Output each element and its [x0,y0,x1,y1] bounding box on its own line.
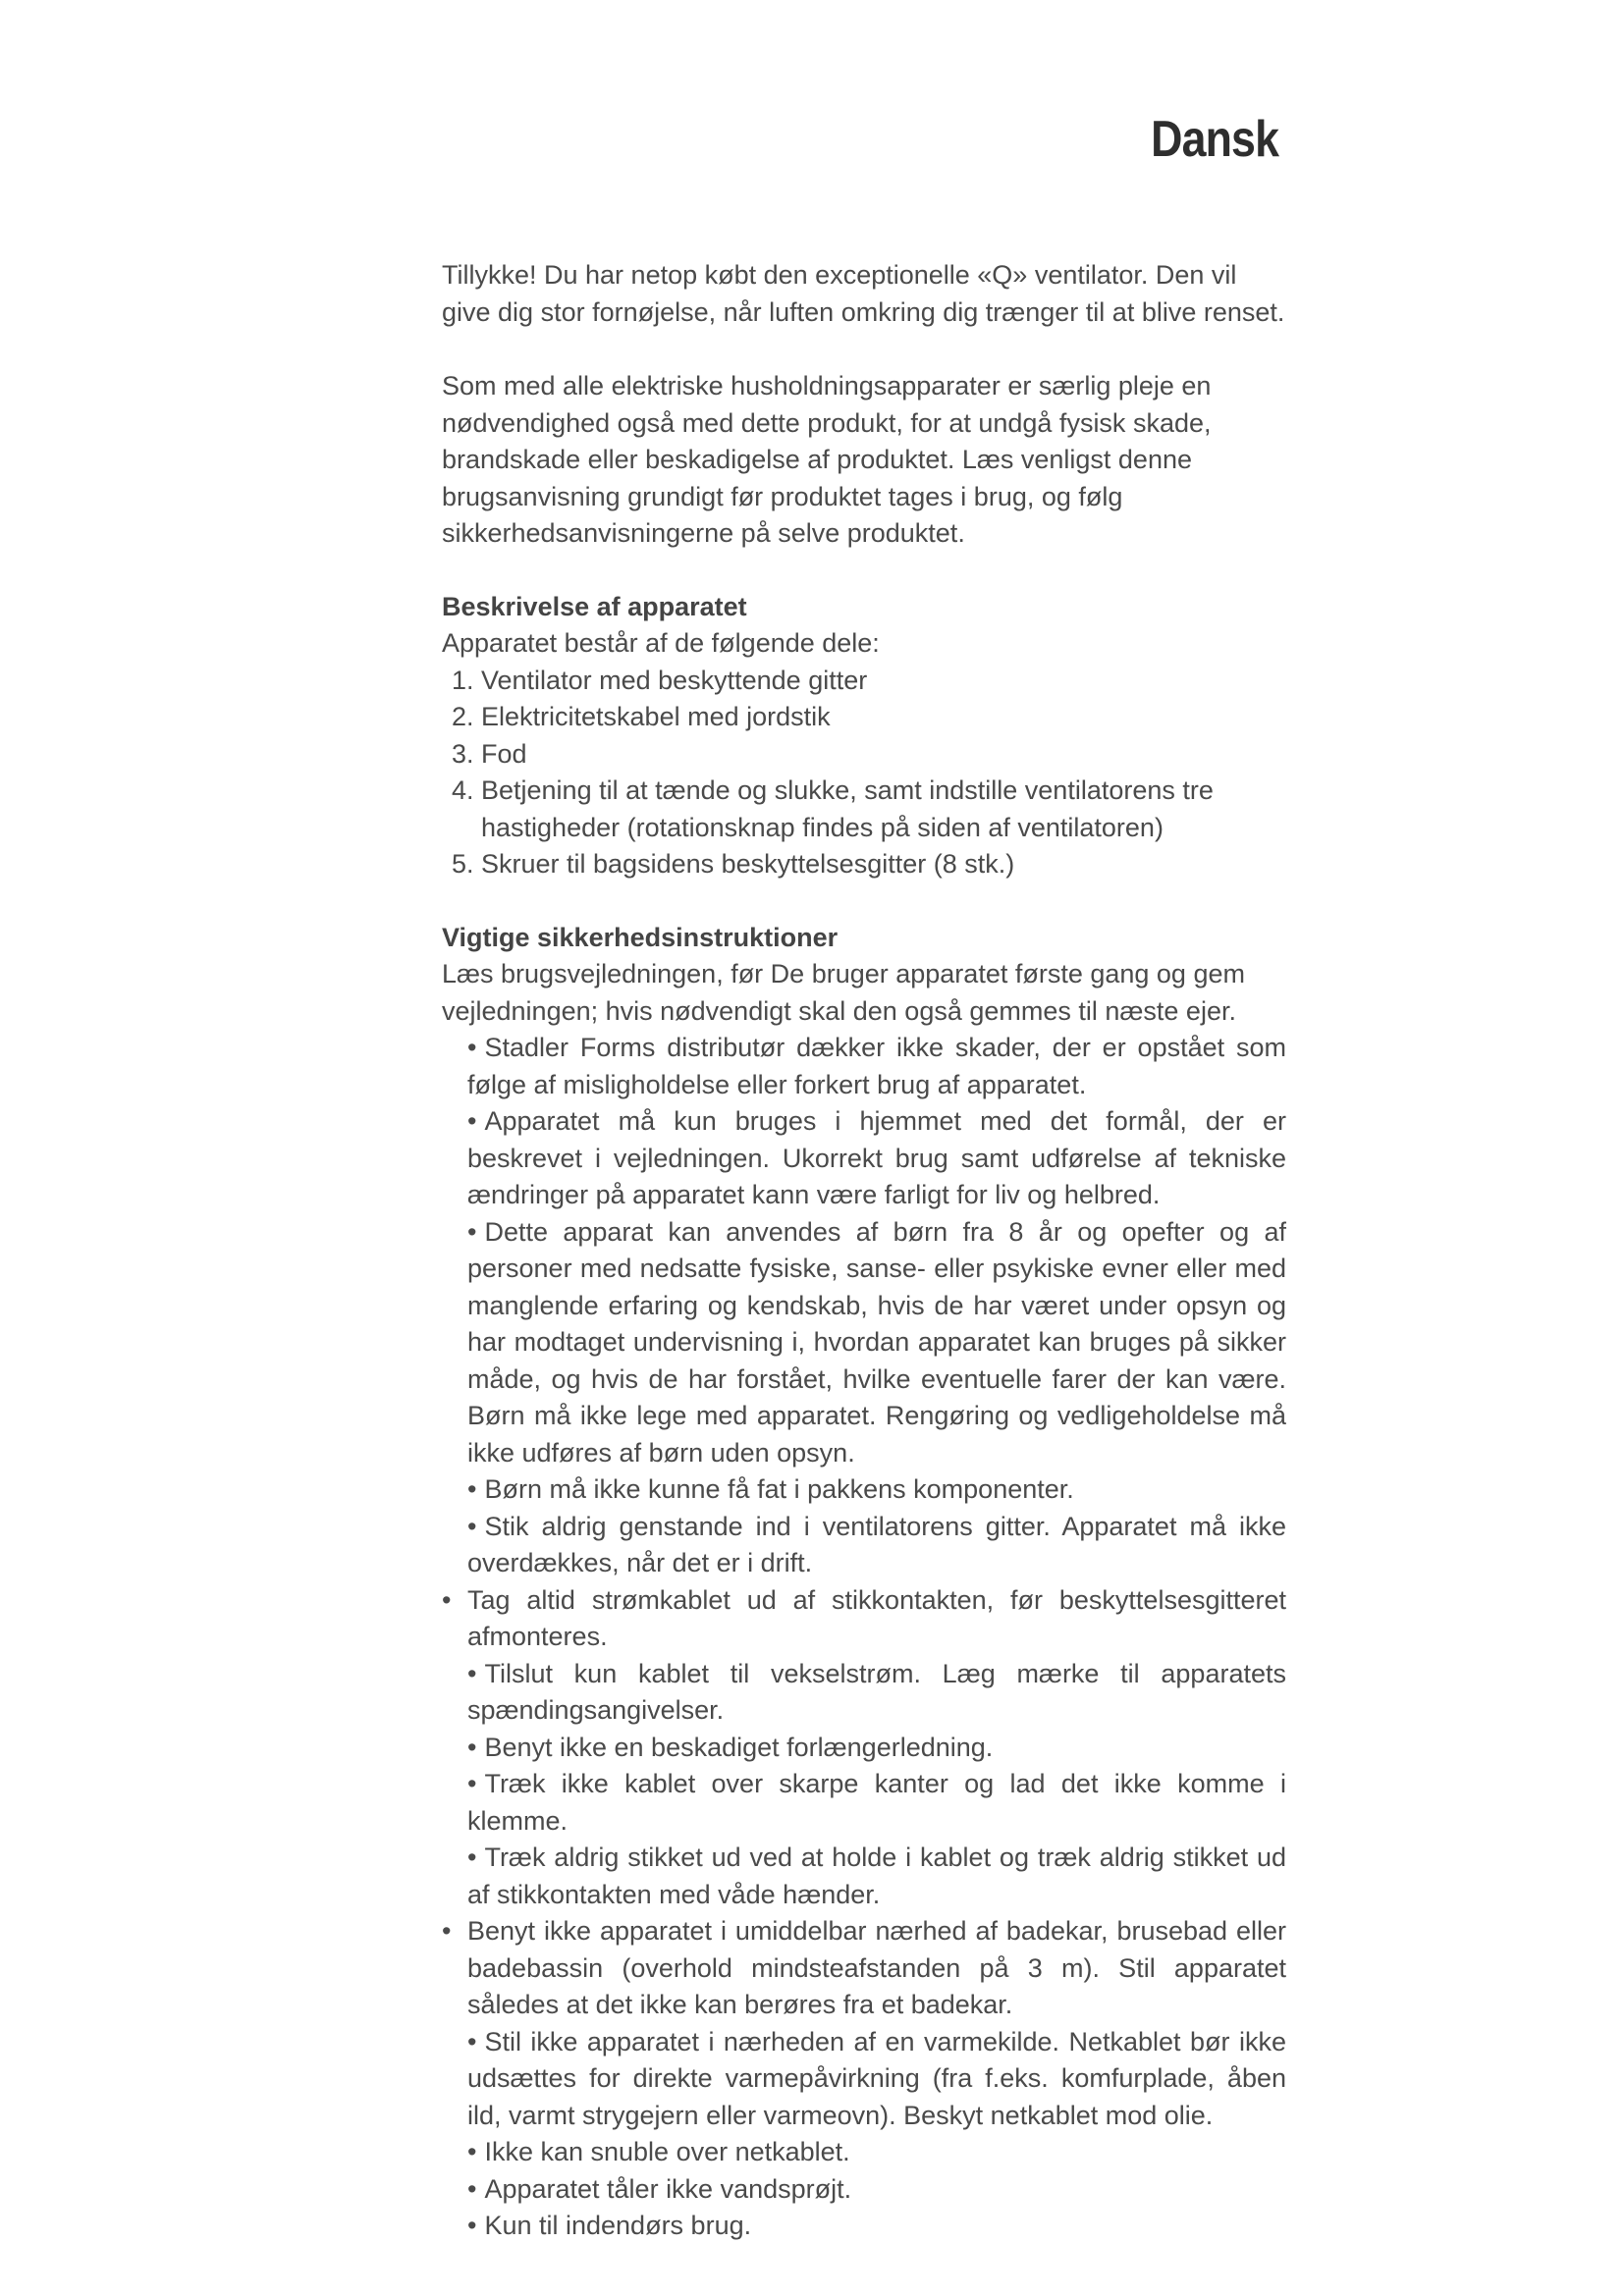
bullet-icon: • [467,1106,477,1136]
safety-item-text: Kun til indendørs brug. [484,2211,752,2240]
safety-item [442,1214,1286,1472]
safety-item [442,1030,1286,1103]
parts-list [442,663,1286,883]
safety-item [442,1103,1286,1214]
intro-paragraph: Tillykke! Du har netop købt den exceptionelle «Q» ventilator. Den vil give dig stor fornøjelse, når luften omkring dig trænger til at blive renset. [442,260,1285,327]
safety-item [442,1730,1286,1767]
safety-item [442,2208,1286,2245]
safety-item-text: Træk aldrig stikket ud ved at holde i kablet og træk aldrig stikket ud af stikkontakten med våde hænder. [467,1842,1286,1909]
bullet-icon: • [442,1584,452,1615]
safety-item-text: Ikke kan snuble over netkablet. [484,2137,850,2166]
safety-item [442,1840,1286,1913]
bullet-icon: • [467,1033,477,1062]
bullet-icon: • [467,2026,477,2056]
part-item [442,663,1286,700]
safety-item [442,1656,1286,1730]
safety-item [442,1509,1286,1582]
part-number: 3. [452,738,474,769]
bullet-icon: • [467,2211,477,2240]
description-heading: Beskrivelse af apparatet [442,591,747,621]
part-text: Fod [481,738,527,769]
safety-item-text: Tag altid strømkablet ud af stikkontakten, før beskyttelsesgitteret afmonteres. [467,1584,1286,1651]
bullet-icon: • [467,1842,477,1872]
bullet-icon: • [467,1511,477,1541]
part-text: Elektricitetskabel med jordstik [481,702,831,731]
language-heading: Dansk [1151,111,1278,168]
bullet-icon: • [467,2137,477,2166]
safety-item [442,1766,1286,1840]
safety-item-text: Stadler Forms distributør dækker ikke skader, der er opstået som følge af misligholdelse eller forkert brug af apparatet. [467,1033,1286,1099]
safety-item [442,2024,1286,2135]
safety-item-text: Apparatet må kun bruges i hjemmet med det formål, der er beskrevet i vejledningen. Ukorrekt brug samt udførelse af tekniske ændringer på apparatet kann være farligt for liv og helbred. [467,1106,1286,1209]
part-number: 1. [452,665,474,695]
bullet-icon: • [467,1216,477,1247]
bullet-icon: • [467,1474,477,1504]
part-item [442,773,1286,846]
bullet-icon: • [442,1916,452,1946]
safety-item-text: Stik aldrig genstande ind i ventilatorens gitter. Apparatet må ikke overdækkes, når det er i drift. [467,1511,1286,1577]
safety-item-text: Træk ikke kablet over skarpe kanter og lad det ikke komme i klemme. [467,1769,1286,1836]
safety-item [442,1471,1286,1509]
safety-heading: Vigtige sikkerhedsinstruktioner [442,922,839,952]
part-text: Betjening til at tænde og slukke, samt indstille ventilatorens tre hastigheder (rotationsknap findes på siden af ventilatoren) [481,775,1214,842]
part-item [442,736,1286,774]
safety-item-text: Stil ikke apparatet i nærheden af en varmekilde. Netkablet bør ikke udsættes for direkte varmepåvirkning (fra f.eks. komfurplade, åben ild, varmt strygejern eller varmeovn). Beskyt netkablet mod olie. [467,2026,1286,2130]
part-text: Ventilator med beskyttende gitter [481,665,868,695]
safety-lead: Læs brugsvejledningen, før De bruger apparatet første gang og gem vejledningen; hvis nødvendigt skal den også gemmes til næste ejer. [442,959,1245,1026]
part-item [442,699,1286,736]
part-item [442,846,1286,883]
safety-item [442,2171,1286,2209]
bullet-icon: • [467,1732,477,1762]
manual-body [442,257,1286,2245]
bullet-icon: • [467,1658,477,1688]
part-number: 5. [452,849,474,879]
safety-item [442,1582,1286,1656]
safety-item-text: Benyt ikke en beskadiget forlængerledning. [484,1732,994,1762]
safety-item [442,1913,1286,2024]
safety-list [442,1030,1286,2245]
safety-item-text: Dette apparat kan anvendes af børn fra 8 år og opefter og af personer med nedsatte fysiske, sanse- eller psykiske evner eller med manglende erfaring og kendskab, hvis de har været under opsyn og har modtaget undervisning i, hvordan apparatet kan bruges på sikker måde, og hvis de har forstået, hvilke eventuelle farer der kan være. Børn må ikke lege med apparatet. Rengøring og vedligeholdelse må ikke udføres af børn uden opsyn. [467,1216,1286,1468]
description-lead: Apparatet består af de følgende dele: [442,628,880,658]
safety-item-text: Børn må ikke kunne få fat i pakkens komponenter. [484,1474,1074,1504]
part-number: 4. [452,775,474,805]
bullet-icon: • [467,1769,477,1798]
bullet-icon: • [467,2173,477,2204]
part-text: Skruer til bagsidens beskyttelsesgitter (8 stk.) [481,849,1015,879]
care-paragraph: Som med alle elektriske husholdningsapparater er særlig pleje en nødvendighed også med dette produkt, for at undgå fysisk skade, brandskade eller beskadigelse af produktet. Læs venligst denne brugsanvisning grundigt før produktet tages i brug, og følg sikkerhedsanvisningerne på selve produktet. [442,371,1212,548]
safety-item-text: Benyt ikke apparatet i umiddelbar nærhed af badekar, brusebad eller badebassin (overhold mindsteafstanden på 3 m). Stil apparatet således at det ikke kan berøres fra et badekar. [467,1916,1286,2019]
safety-item-text: Apparatet tåler ikke vandsprøjt. [484,2173,852,2204]
safety-item [442,2134,1286,2171]
part-number: 2. [452,702,474,731]
safety-item-text: Tilslut kun kablet til vekselstrøm. Læg mærke til apparatets spændingsangivelser. [467,1658,1286,1725]
